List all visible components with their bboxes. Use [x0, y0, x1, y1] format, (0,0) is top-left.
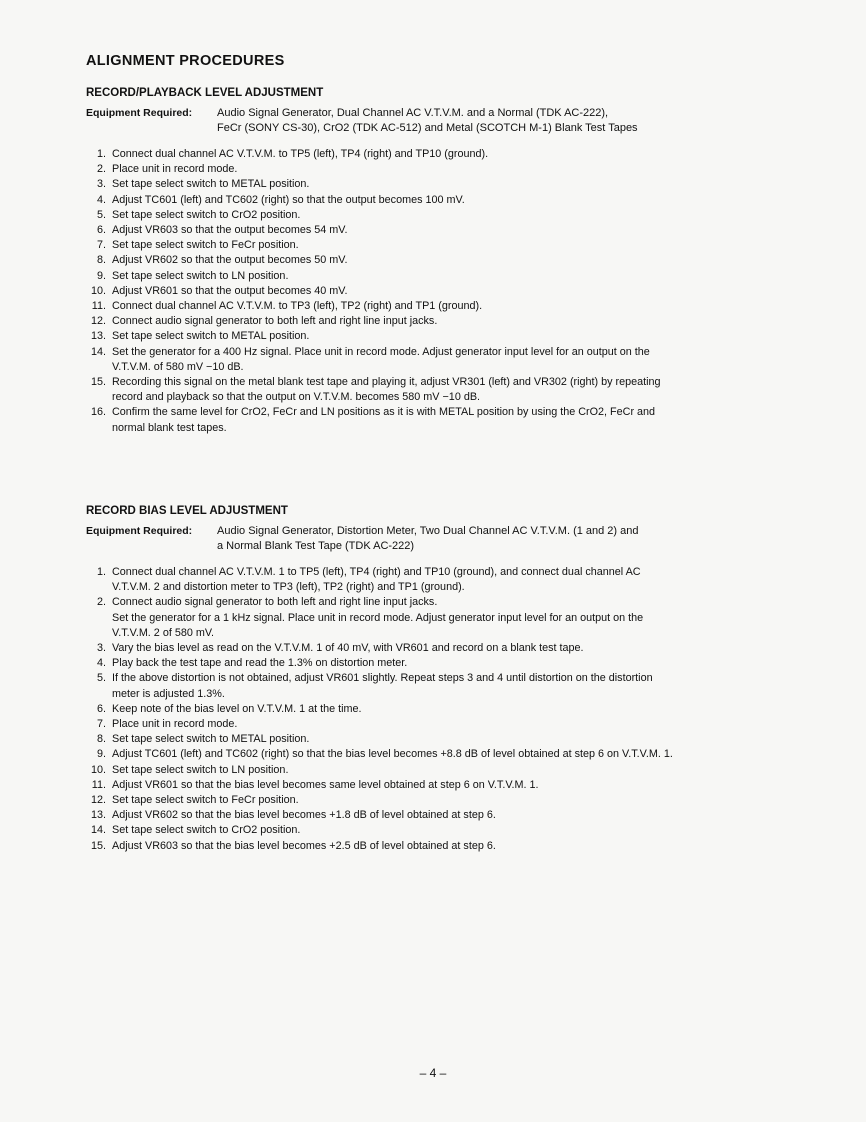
step-line: Connect dual channel AC V.T.V.M. to TP5 (left), TP4 (right) and TP10 (ground). — [112, 148, 489, 160]
section-record-playback — [86, 87, 806, 436]
step-text — [112, 763, 288, 778]
step-line: Recording this signal on the metal blank test tape and playing it, adjust VR301 (left) and VR302 (right) by repeating — [112, 376, 661, 389]
step-item — [86, 671, 806, 701]
step-number: 5. — [96, 672, 106, 685]
step-number: 6. — [96, 702, 106, 715]
step-text — [112, 314, 437, 329]
step-item — [86, 565, 806, 595]
step-line: Vary the bias level as read on the V.T.V.M. 1 of 40 mV, with VR601 and record on a blank test tape. — [112, 642, 584, 655]
step-line: Set tape select switch to FeCr position. — [112, 794, 299, 807]
step-text — [112, 778, 539, 793]
step-line: Set tape select switch to CrO2 position. — [112, 824, 301, 837]
step-text — [112, 223, 347, 238]
equipment-line: a Normal Blank Test Tape (TDK AC-222) — [217, 540, 415, 552]
page-number: – 4 – — [419, 1066, 447, 1080]
equipment-required — [86, 524, 806, 554]
step-text — [112, 405, 655, 435]
step-item — [86, 763, 806, 778]
step-line: Set the generator for a 1 kHz signal. Place unit in record mode. Adjust generator input level for an output on the — [112, 611, 644, 624]
equipment-label: Equipment Required: — [86, 525, 193, 537]
step-line: Adjust TC601 (left) and TC602 (right) so that the bias level becomes +8.8 dB of level obtained at step 6 on V.T.V.M. 1. — [112, 748, 673, 761]
step-item — [86, 375, 806, 405]
equipment-text — [217, 524, 639, 554]
step-text — [112, 595, 643, 641]
step-item — [86, 314, 806, 329]
step-line: Adjust VR602 so that the output becomes 50 mV. — [112, 254, 348, 267]
step-number: 4. — [96, 657, 106, 670]
step-item — [86, 641, 806, 656]
step-number: 8. — [96, 733, 106, 746]
step-text — [112, 375, 661, 405]
step-text — [112, 147, 488, 162]
step-item — [86, 656, 806, 671]
step-item — [86, 702, 806, 717]
step-number: 7. — [96, 718, 106, 731]
step-item — [86, 405, 806, 435]
step-item — [86, 253, 806, 268]
step-line: Set tape select switch to LN position. — [112, 763, 289, 776]
step-number: 15. — [90, 376, 106, 389]
step-number: 15. — [90, 839, 106, 852]
step-item — [86, 162, 806, 177]
step-text — [112, 329, 309, 344]
step-line: Confirm the same level for CrO2, FeCr and LN positions as it is with METAL position by using the CrO2, FeCr and — [112, 406, 656, 419]
step-number: 7. — [96, 239, 106, 252]
step-item — [86, 793, 806, 808]
step-number: 9. — [96, 748, 106, 761]
step-line: Keep note of the bias level on V.T.V.M. 1 at the time. — [112, 702, 362, 715]
step-number: 14. — [90, 345, 106, 358]
step-line: Adjust VR601 so that the output becomes 40 mV. — [112, 284, 348, 297]
step-text — [112, 253, 347, 268]
step-item — [86, 839, 806, 854]
equipment-required — [86, 106, 806, 136]
step-number: 4. — [96, 193, 106, 206]
step-list — [86, 565, 806, 854]
step-text — [112, 656, 407, 671]
step-number: 11. — [91, 300, 106, 313]
step-line: record and playback so that the output on V.T.V.M. becomes 580 mV −10 dB. — [112, 391, 481, 404]
step-text — [112, 345, 650, 375]
step-text — [112, 732, 309, 747]
step-line: Connect audio signal generator to both left and right line input jacks. — [112, 315, 438, 328]
step-number: 3. — [96, 642, 106, 655]
step-line: Set tape select switch to CrO2 position. — [112, 208, 301, 221]
step-number: 2. — [96, 596, 106, 609]
step-item — [86, 778, 806, 793]
step-number: 9. — [96, 269, 106, 282]
step-number: 12. — [90, 315, 106, 328]
step-text — [112, 269, 288, 284]
step-number: 10. — [90, 284, 106, 297]
section-record-bias — [86, 505, 806, 854]
step-item — [86, 177, 806, 192]
step-text — [112, 747, 673, 762]
step-line: Connect dual channel AC V.T.V.M. 1 to TP5 (left), TP4 (right) and TP10 (ground), and connect dual channel AC — [112, 566, 641, 578]
step-item — [86, 595, 806, 641]
step-line: V.T.V.M. 2 of 580 mV. — [112, 626, 215, 639]
equipment-line: Audio Signal Generator, Distortion Meter, Two Dual Channel AC V.T.V.M. (1 and 2) and — [217, 525, 639, 537]
step-line: V.T.V.M. of 580 mV −10 dB. — [112, 360, 244, 373]
equipment-label: Equipment Required: — [86, 107, 193, 119]
step-text — [112, 177, 309, 192]
step-text — [112, 238, 299, 253]
step-line: normal blank test tapes. — [112, 421, 227, 434]
step-number: 13. — [90, 809, 106, 822]
step-text — [112, 702, 362, 717]
step-text — [112, 162, 237, 177]
step-number: 3. — [96, 178, 106, 191]
page-title: ALIGNMENT PROCEDURES — [86, 53, 285, 69]
step-text — [112, 717, 237, 732]
step-number: 5. — [96, 208, 106, 221]
step-text — [112, 839, 496, 854]
step-line: Set tape select switch to METAL position. — [112, 178, 310, 191]
step-number: 8. — [96, 254, 106, 267]
step-text — [112, 299, 482, 314]
step-text — [112, 641, 584, 656]
equipment-line: Audio Signal Generator, Dual Channel AC V.T.V.M. and a Normal (TDK AC-222), — [217, 107, 609, 119]
step-item — [86, 823, 806, 838]
step-number: 10. — [90, 763, 106, 776]
step-text — [112, 793, 299, 808]
step-line: Adjust VR603 so that the output becomes 54 mV. — [112, 224, 348, 237]
step-line: meter is adjusted 1.3%. — [112, 687, 225, 700]
step-number: 6. — [96, 224, 106, 237]
step-text — [112, 671, 653, 701]
step-number: 11. — [91, 778, 106, 791]
step-line: If the above distortion is not obtained, adjust VR601 slightly. Repeat steps 3 and 4 until distortion on the distortion — [112, 672, 653, 685]
step-text — [112, 284, 347, 299]
step-line: Adjust VR601 so that the bias level becomes same level obtained at step 6 on V.T.V.M. 1. — [112, 778, 539, 791]
step-number: 12. — [90, 794, 106, 807]
step-line: Adjust TC601 (left) and TC602 (right) so that the output becomes 100 mV. — [112, 193, 465, 206]
step-number: 16. — [90, 406, 106, 419]
step-line: Set tape select switch to LN position. — [112, 269, 289, 282]
step-line: Place unit in record mode. — [112, 163, 238, 176]
step-number: 13. — [90, 330, 106, 343]
equipment-text — [217, 106, 638, 136]
step-item — [86, 732, 806, 747]
step-line: Set tape select switch to METAL position. — [112, 733, 310, 746]
step-line: Connect dual channel AC V.T.V.M. to TP3 (left), TP2 (right) and TP1 (ground). — [112, 300, 483, 313]
step-number: 14. — [90, 824, 106, 837]
step-list — [86, 147, 806, 436]
step-line: Set the generator for a 400 Hz signal. Place unit in record mode. Adjust generator input level for an output on the — [112, 345, 650, 358]
section-title: RECORD/PLAYBACK LEVEL ADJUSTMENT — [86, 87, 324, 99]
step-item — [86, 284, 806, 299]
step-item — [86, 223, 806, 238]
step-text — [112, 208, 300, 223]
step-line: Set tape select switch to METAL position. — [112, 330, 310, 343]
step-text — [112, 565, 641, 595]
step-item — [86, 808, 806, 823]
step-item — [86, 329, 806, 344]
step-item — [86, 147, 806, 162]
step-line: Adjust VR603 so that the bias level becomes +2.5 dB of level obtained at step 6. — [112, 839, 496, 852]
step-line: V.T.V.M. 2 and distortion meter to TP3 (left), TP2 (right) and TP1 (ground). — [112, 581, 465, 594]
step-line: Place unit in record mode. — [112, 718, 238, 731]
step-item — [86, 299, 806, 314]
step-line: Set tape select switch to FeCr position. — [112, 239, 299, 252]
step-item — [86, 238, 806, 253]
step-number: 1. — [96, 148, 106, 160]
section-title: RECORD BIAS LEVEL ADJUSTMENT — [86, 505, 288, 517]
step-line: Connect audio signal generator to both left and right line input jacks. — [112, 596, 438, 609]
step-text — [112, 823, 300, 838]
step-line: Play back the test tape and read the 1.3% on distortion meter. — [112, 657, 408, 670]
step-item — [86, 345, 806, 375]
step-line: Adjust VR602 so that the bias level becomes +1.8 dB of level obtained at step 6. — [112, 809, 496, 822]
step-item — [86, 717, 806, 732]
step-item — [86, 193, 806, 208]
equipment-line: FeCr (SONY CS-30), CrO2 (TDK AC-512) and Metal (SCOTCH M-1) Blank Test Tapes — [217, 122, 638, 134]
step-item — [86, 747, 806, 762]
step-item — [86, 208, 806, 223]
step-number: 2. — [96, 163, 106, 176]
step-text — [112, 808, 496, 823]
step-item — [86, 269, 806, 284]
step-number: 1. — [96, 566, 106, 578]
step-text — [112, 193, 465, 208]
